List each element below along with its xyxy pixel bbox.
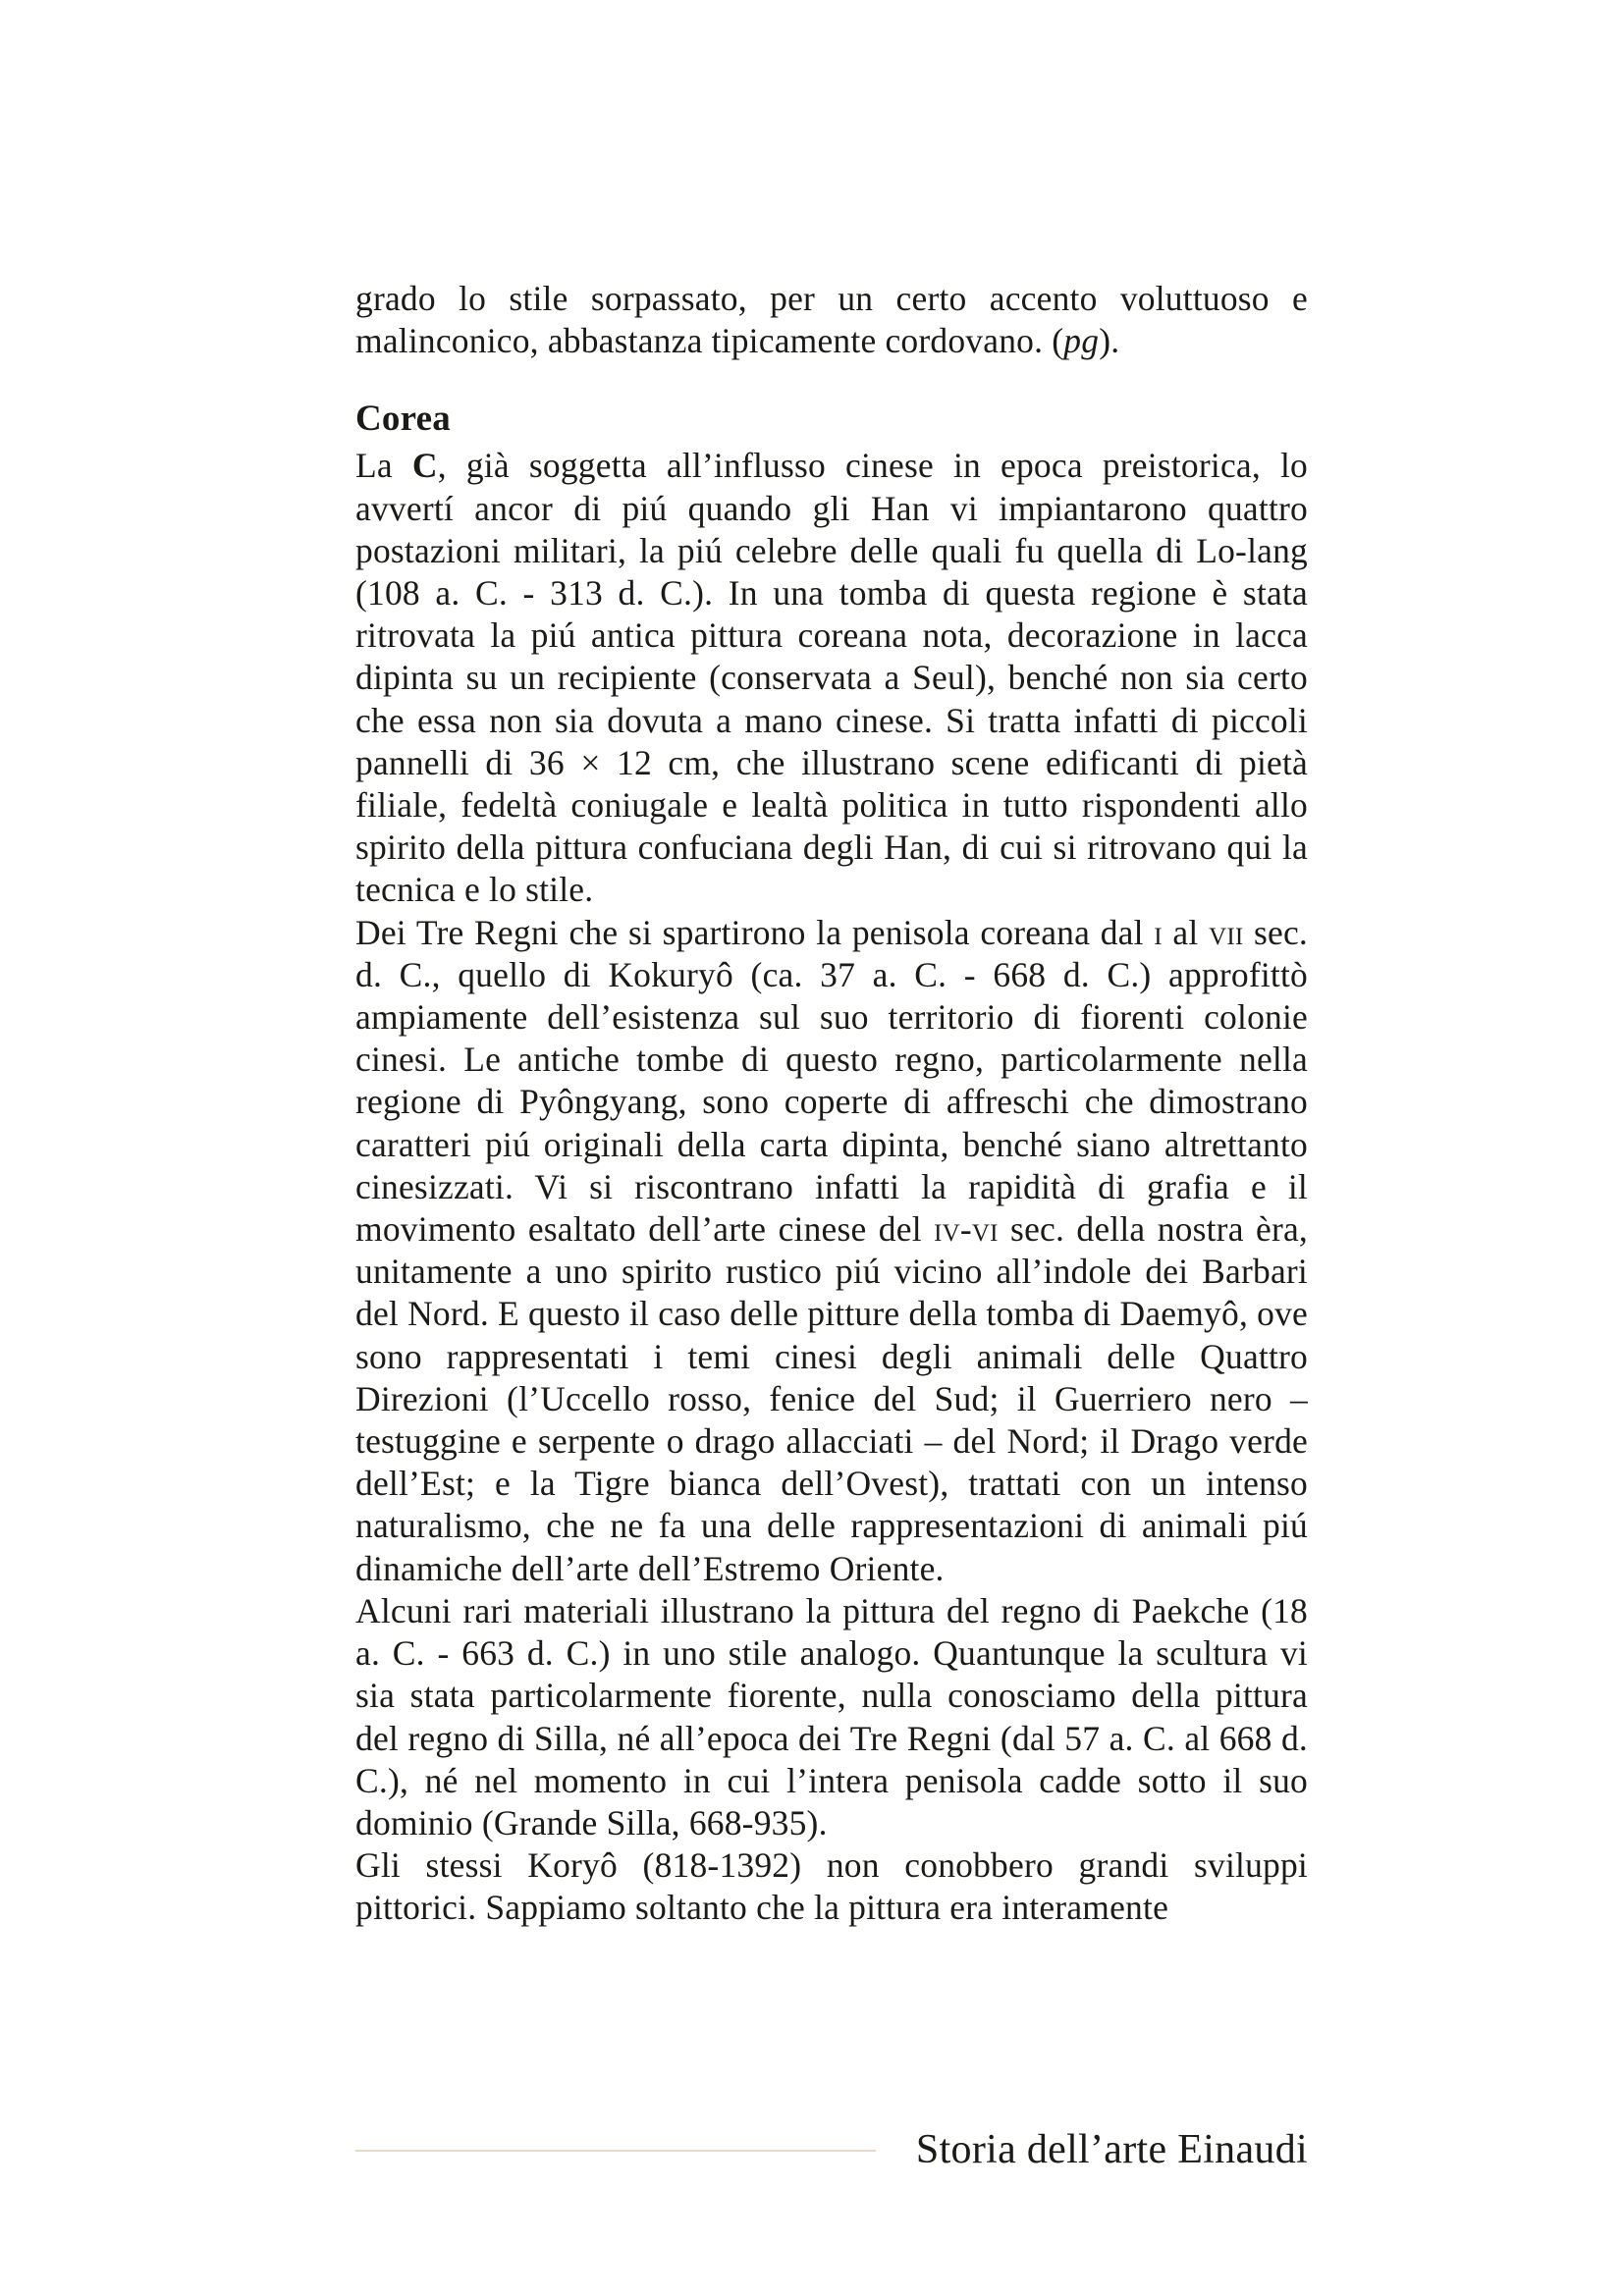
lead-in-paragraph bbox=[355, 278, 1308, 362]
paragraph-1 bbox=[355, 445, 1308, 911]
lead-in-close: ). bbox=[1099, 321, 1120, 361]
author-initials: pg bbox=[1063, 321, 1100, 361]
paragraph-2-part-d: sec. della nostra èra, unitamente a uno spirito rustico piú vicino all’indole dei Barbari del Nord. E questo il caso delle pitture della tomba di Daemyô, ove sono rappresentati i temi cinesi degli animali delle Quattro Direzioni (l’Uccello rosso, fenice del Sud; il Guerriero nero – testuggine e serpente o drago allacciati – del Nord; il Drago verde dell’Est; e la Tigre bianca dell’Ovest), trattati con un intenso naturalismo, che ne fa una delle rappresentazioni di animali piú dinamiche dell’arte dell’Estremo Oriente. bbox=[355, 1209, 1309, 1588]
paragraph-4: Gli stessi Koryô (818-1392) non conobbero grandi sviluppi pittorici. Sappiamo soltanto che la pittura era interamente bbox=[355, 1845, 1308, 1928]
roman-numeral-4-6: iv-vi bbox=[934, 1209, 999, 1250]
body-text-column bbox=[355, 278, 1308, 1930]
paragraph-2 bbox=[355, 912, 1308, 1590]
paragraph-2-part-c: sec. d. C., quello di Kokuryô (ca. 37 a. C. - 668 d. C.) approfittò ampiamente dell’esistenza sul suo territorio di fiorenti colonie cinesi. Le antiche tombe di questo regno, particolarmente nella regione di Pyôngyang, sono coperte di affreschi che dimostrano caratteri piú originali della carta dipinta, benché siano altrettanto cinesizzati. Vi si riscontrano infatti la rapidità di grafia e il movimento esaltato dell’arte cinese del bbox=[355, 912, 1308, 1250]
paragraph-2-part-b: al bbox=[1162, 912, 1210, 952]
paragraph-1-text: , già soggetta all’influsso cinese in epoca preistorica, lo avvertí ancor di piú quando gli Han vi impiantarono quattro postazioni militari, la piú celebre delle quali fu quella di Lo-lang (108 a. C. - 313 d. C.). In una tomba di questa regione è stata ritrovata la piú antica pittura coreana nota, decorazione in lacca dipinta su un recipiente (conservata a Seul), benché non sia certo che essa non sia dovuta a mano cinese. Si tratta infatti di piccoli pannelli di 36 × 12 cm, che illustrano scene edificanti di pietà filiale, fedeltà coniugale e lealtà politica in tutto rispondenti allo spirito della pittura confuciana degli Han, di cui si ritrovano qui la tecnica e lo stile. bbox=[355, 446, 1308, 910]
lead-in-text: grado lo stile sorpassato, per un certo accento voluttuoso e malinconico, abbastanza tipicamente cordovano. ( bbox=[355, 279, 1308, 361]
section-heading: Corea bbox=[355, 399, 451, 440]
paragraph-3: Alcuni rari materiali illustrano la pittura del regno di Paekche (18 a. C. - 663 d. C.) in uno stile analogo. Quantunque la scultura vi sia stata particolarmente fiorente, nulla conosciamo della pittura del regno di Silla, né all’epoca dei Tre Regni (dal 57 a. C. al 668 d. C.), né nel momento in cui l’intera penisola cadde sotto il suo dominio (Grande Silla, 668-935). bbox=[355, 1590, 1308, 1842]
paragraph-1-prefix: La bbox=[355, 446, 412, 486]
roman-numeral-7: vii bbox=[1209, 912, 1244, 952]
paragraph-2-part-a: Dei Tre Regni che si spartirono la penisola coreana dal bbox=[355, 912, 1155, 952]
footer-rule bbox=[355, 2150, 876, 2152]
roman-numeral-1: i bbox=[1154, 912, 1163, 952]
footer-title: Storia dell’arte Einaudi bbox=[915, 2127, 1308, 2172]
paragraph-1-bold-initial: C bbox=[411, 446, 438, 486]
